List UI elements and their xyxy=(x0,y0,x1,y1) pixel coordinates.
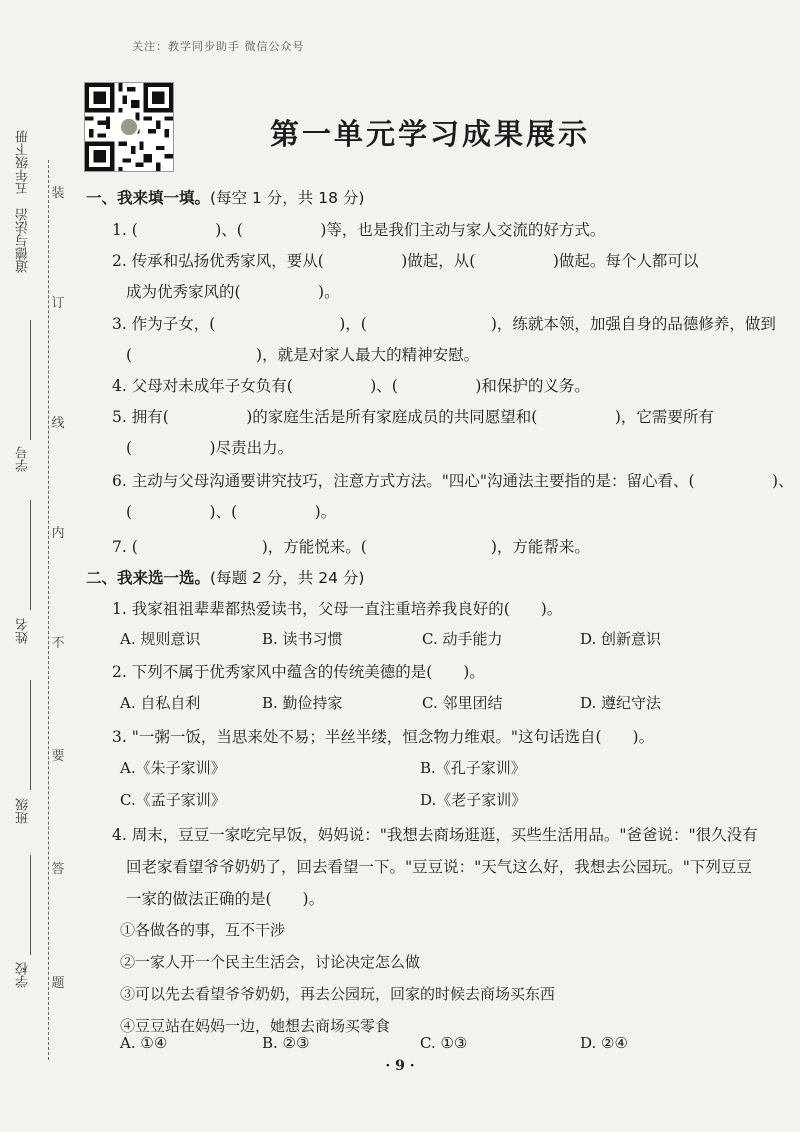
question-2-4-cont2: 一家的做法正确的是( )。 xyxy=(126,890,325,908)
option-a[interactable]: A. ①④ xyxy=(120,1034,168,1052)
option-b[interactable]: B. ②③ xyxy=(262,1034,310,1052)
qr-code-icon xyxy=(84,82,174,172)
option-d[interactable]: D.《老子家训》 xyxy=(420,791,527,809)
school-label: 学校 xyxy=(16,962,31,988)
question-2-4-cont: 回老家看望爷爷奶奶了，回去看望一下。"豆豆说："天气这么好，我想去公园玩。"下列豆豆 xyxy=(126,858,752,876)
question-1-3-cont: ( )，就是对家人最大的精神安慰。 xyxy=(126,346,480,364)
option-a[interactable]: A.《朱子家训》 xyxy=(120,759,226,777)
binding-char: 线 xyxy=(50,412,66,431)
student-no-blank[interactable] xyxy=(30,320,31,440)
option-c[interactable]: C. 动手能力 xyxy=(422,630,503,648)
section-1-points: (每空 1 分，共 18 分) xyxy=(210,189,365,207)
header-note: 关注：教学同步助手 微信公众号 xyxy=(132,40,305,53)
school-blank[interactable] xyxy=(30,855,31,955)
option-d[interactable]: D. 遵纪守法 xyxy=(580,694,662,712)
question-1-2-cont: 成为优秀家风的( )。 xyxy=(126,283,340,301)
choice-item: ④豆豆站在妈妈一边，她想去商场买零食 xyxy=(120,1017,391,1035)
binding-char: 答 xyxy=(50,858,66,877)
question-1-5: 5. 拥有( )的家庭生活是所有家庭成员的共同愿望和( )，它需要所有 xyxy=(112,408,714,426)
option-a[interactable]: A. 自私自利 xyxy=(120,694,201,712)
section-1-heading xyxy=(86,186,364,208)
option-b[interactable]: B. 读书习惯 xyxy=(262,630,343,648)
question-2-4: 4. 周末，豆豆一家吃完早饭，妈妈说："我想去商场逛逛，买些生活用品。"爸爸说："很久没有 xyxy=(112,826,758,844)
question-1-6: 6. 主动与父母沟通要讲究技巧，注意方式方法。"四心"沟通法主要指的是：留心看、( )、 xyxy=(112,472,794,490)
question-1-6-cont: ( )、( )。 xyxy=(126,503,337,521)
question-1-5-cont: ( )尽责出力。 xyxy=(126,439,294,457)
name-blank[interactable] xyxy=(30,500,31,610)
question-2-1: 1. 我家祖祖辈辈都热爱读书，父母一直注重培养我良好的( )。 xyxy=(112,600,563,618)
binding-char: 内 xyxy=(50,522,66,541)
student-no-label: 学号 xyxy=(16,446,31,472)
choice-item: ②一家人开一个民主生活会，讨论决定怎么做 xyxy=(120,953,421,971)
question-1-2: 2. 传承和弘扬优秀家风，要从( )做起，从( )做起。每个人都可以 xyxy=(112,252,699,270)
option-c[interactable]: C. 邻里团结 xyxy=(422,694,503,712)
section-1-title: 一、我来填一填。 xyxy=(86,189,211,207)
option-c[interactable]: C. ①③ xyxy=(420,1034,468,1052)
binding-char: 不 xyxy=(50,632,66,651)
binding-char: 题 xyxy=(50,972,66,991)
question-2-3: 3. "一粥一饭，当思来处不易；半丝半缕，恒念物力维艰。"这句话选自( )。 xyxy=(112,728,655,746)
section-2-points: (每题 2 分，共 24 分) xyxy=(210,569,365,587)
question-1-7: 7. ( )，方能悦来。( )，方能帮来。 xyxy=(112,538,590,556)
class-label: 班级 xyxy=(16,798,31,824)
question-1-4: 4. 父母对未成年子女负有( )、( )和保护的义务。 xyxy=(112,377,590,395)
option-d[interactable]: D. 创新意识 xyxy=(580,630,662,648)
section-2-heading xyxy=(86,566,364,588)
question-2-2: 2. 下列不属于优秀家风中蕴含的传统美德的是( )。 xyxy=(112,663,485,681)
option-c[interactable]: C.《孟子家训》 xyxy=(120,791,226,809)
question-1-3: 3. 作为子女，( )，( )，练就本领，加强自身的品德修养，做到 xyxy=(112,315,776,333)
question-1-1: 1. ( )、( )等，也是我们主动与家人交流的好方式。 xyxy=(112,221,606,239)
option-b[interactable]: B. 勤俭持家 xyxy=(262,694,343,712)
option-d[interactable]: D. ②④ xyxy=(580,1034,628,1052)
page-title: 第一单元学习成果展示 xyxy=(269,117,590,151)
binding-char: 要 xyxy=(50,745,66,764)
name-label: 姓名 xyxy=(16,618,31,644)
choice-item: ③可以先去看望爷爷奶奶，再去公园玩，回家的时候去商场买东西 xyxy=(120,985,556,1003)
binding-char: 订 xyxy=(50,292,66,311)
binding-char: 装 xyxy=(50,182,66,201)
choice-item: ①各做各的事，互不干涉 xyxy=(120,921,286,939)
option-b[interactable]: B.《孔子家训》 xyxy=(420,759,526,777)
binding-dashed-line xyxy=(48,160,49,1060)
page-number: · 9 · xyxy=(385,1058,415,1074)
section-2-title: 二、我来选一选。 xyxy=(86,569,211,587)
option-a[interactable]: A. 规则意识 xyxy=(120,630,201,648)
class-blank[interactable] xyxy=(30,680,31,790)
book-label: 道德与法治 五年级下册 xyxy=(16,130,31,273)
